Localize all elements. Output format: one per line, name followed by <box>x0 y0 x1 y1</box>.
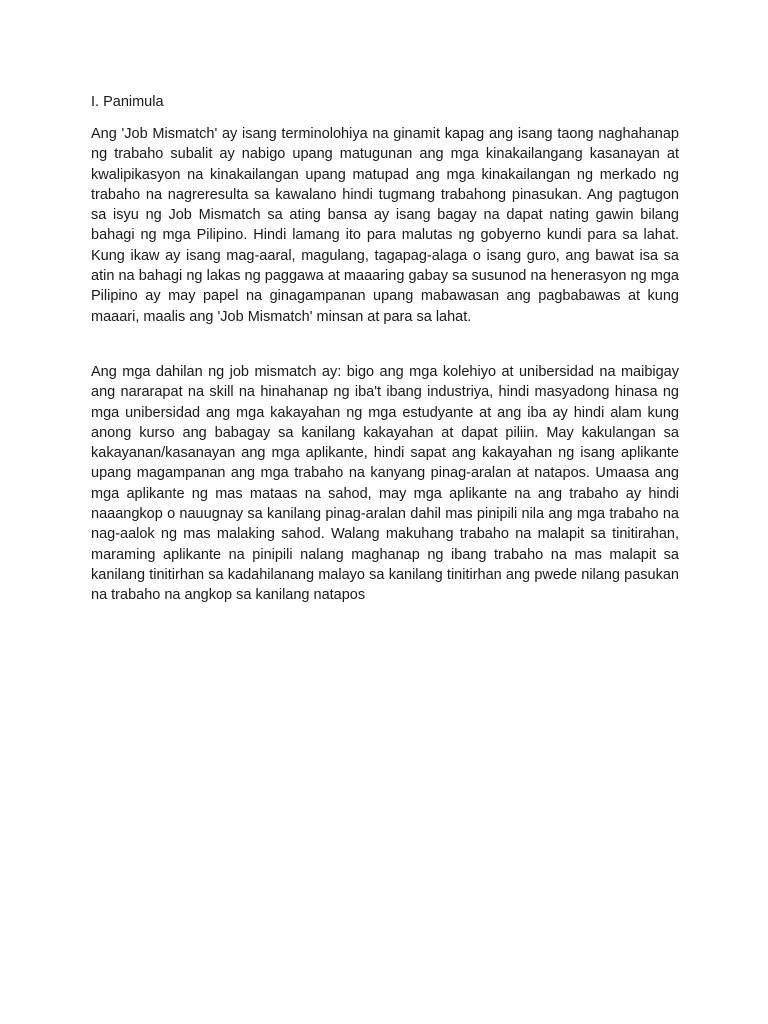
document-body <box>91 92 679 606</box>
section-heading: I. Panimula <box>91 94 164 110</box>
paragraph-causes: Ang mga dahilan ng job mismatch ay: bigo ang mga kolehiyo at unibersidad na maibigay ang nararapat na skill na hinahanap ng iba't ibang industriya, hindi masyadong hinasa ng mga unibersidad ang mga kakayahan ng mga estudyante at ang iba ay hindi alam kung anong kurso ang babagay sa kanilang kakayahan at dapat piliin. May kakulangan sa kakayanan/kasanayan ang mga aplikante, hindi sapat ang kakayahan ng isang aplikante upang magampanan ang mga trabaho na kanyang pinag-aralan at natapos. Umaasa ang mga aplikante ng mas mataas na sahod, may mga aplikante na ang trabaho ay hindi naaangkop o nauugnay sa kanilang pinag-aralan dahil mas pinipili nila ang mga trabaho na nag-aalok ng mas malaking sahod. Walang makuhang trabaho na malapit sa tinitirahan, maraming aplikante na pinipili nalang maghanap ng ibang trabaho na mas malapit sa kanilang tinitirhan sa kadahilanang malayo sa kanilang tinitirhan ang pwede nilang pasukan na trabaho na angkop sa kanilang natapos <box>91 363 679 604</box>
paragraph-introduction: Ang 'Job Mismatch' ay isang terminolohiya na ginamit kapag ang isang taong naghahanap ng trabaho subalit ay nabigo upang matugunan ang mga kinakailangang kasanayan at kwalipikasyon na kinakailangan upang matupad ang mga kinakailangan ng merkado ng trabaho na nagreresulta sa kawalano hindi tugmang trabahong pinasukan. Ang pagtugon sa isyu ng Job Mismatch sa ating bansa ay isang bagay na dapat nating gawin bilang bahagi ng mga Pilipino. Hindi lamang ito para malutas ng gobyerno kundi para sa lahat. Kung ikaw ay isang mag-aaral, magulang, tagapag-alaga o isang guro, ang bawat isa sa atin na bahagi ng lakas ng paggawa at maaaring gabay sa susunod na henerasyon ng mga Pilipino ay may papel na ginagampanan upang mabawasan ang pagbabawas at kung maaari, maalis ang 'Job Mismatch' minsan at para sa lahat. <box>91 126 679 325</box>
